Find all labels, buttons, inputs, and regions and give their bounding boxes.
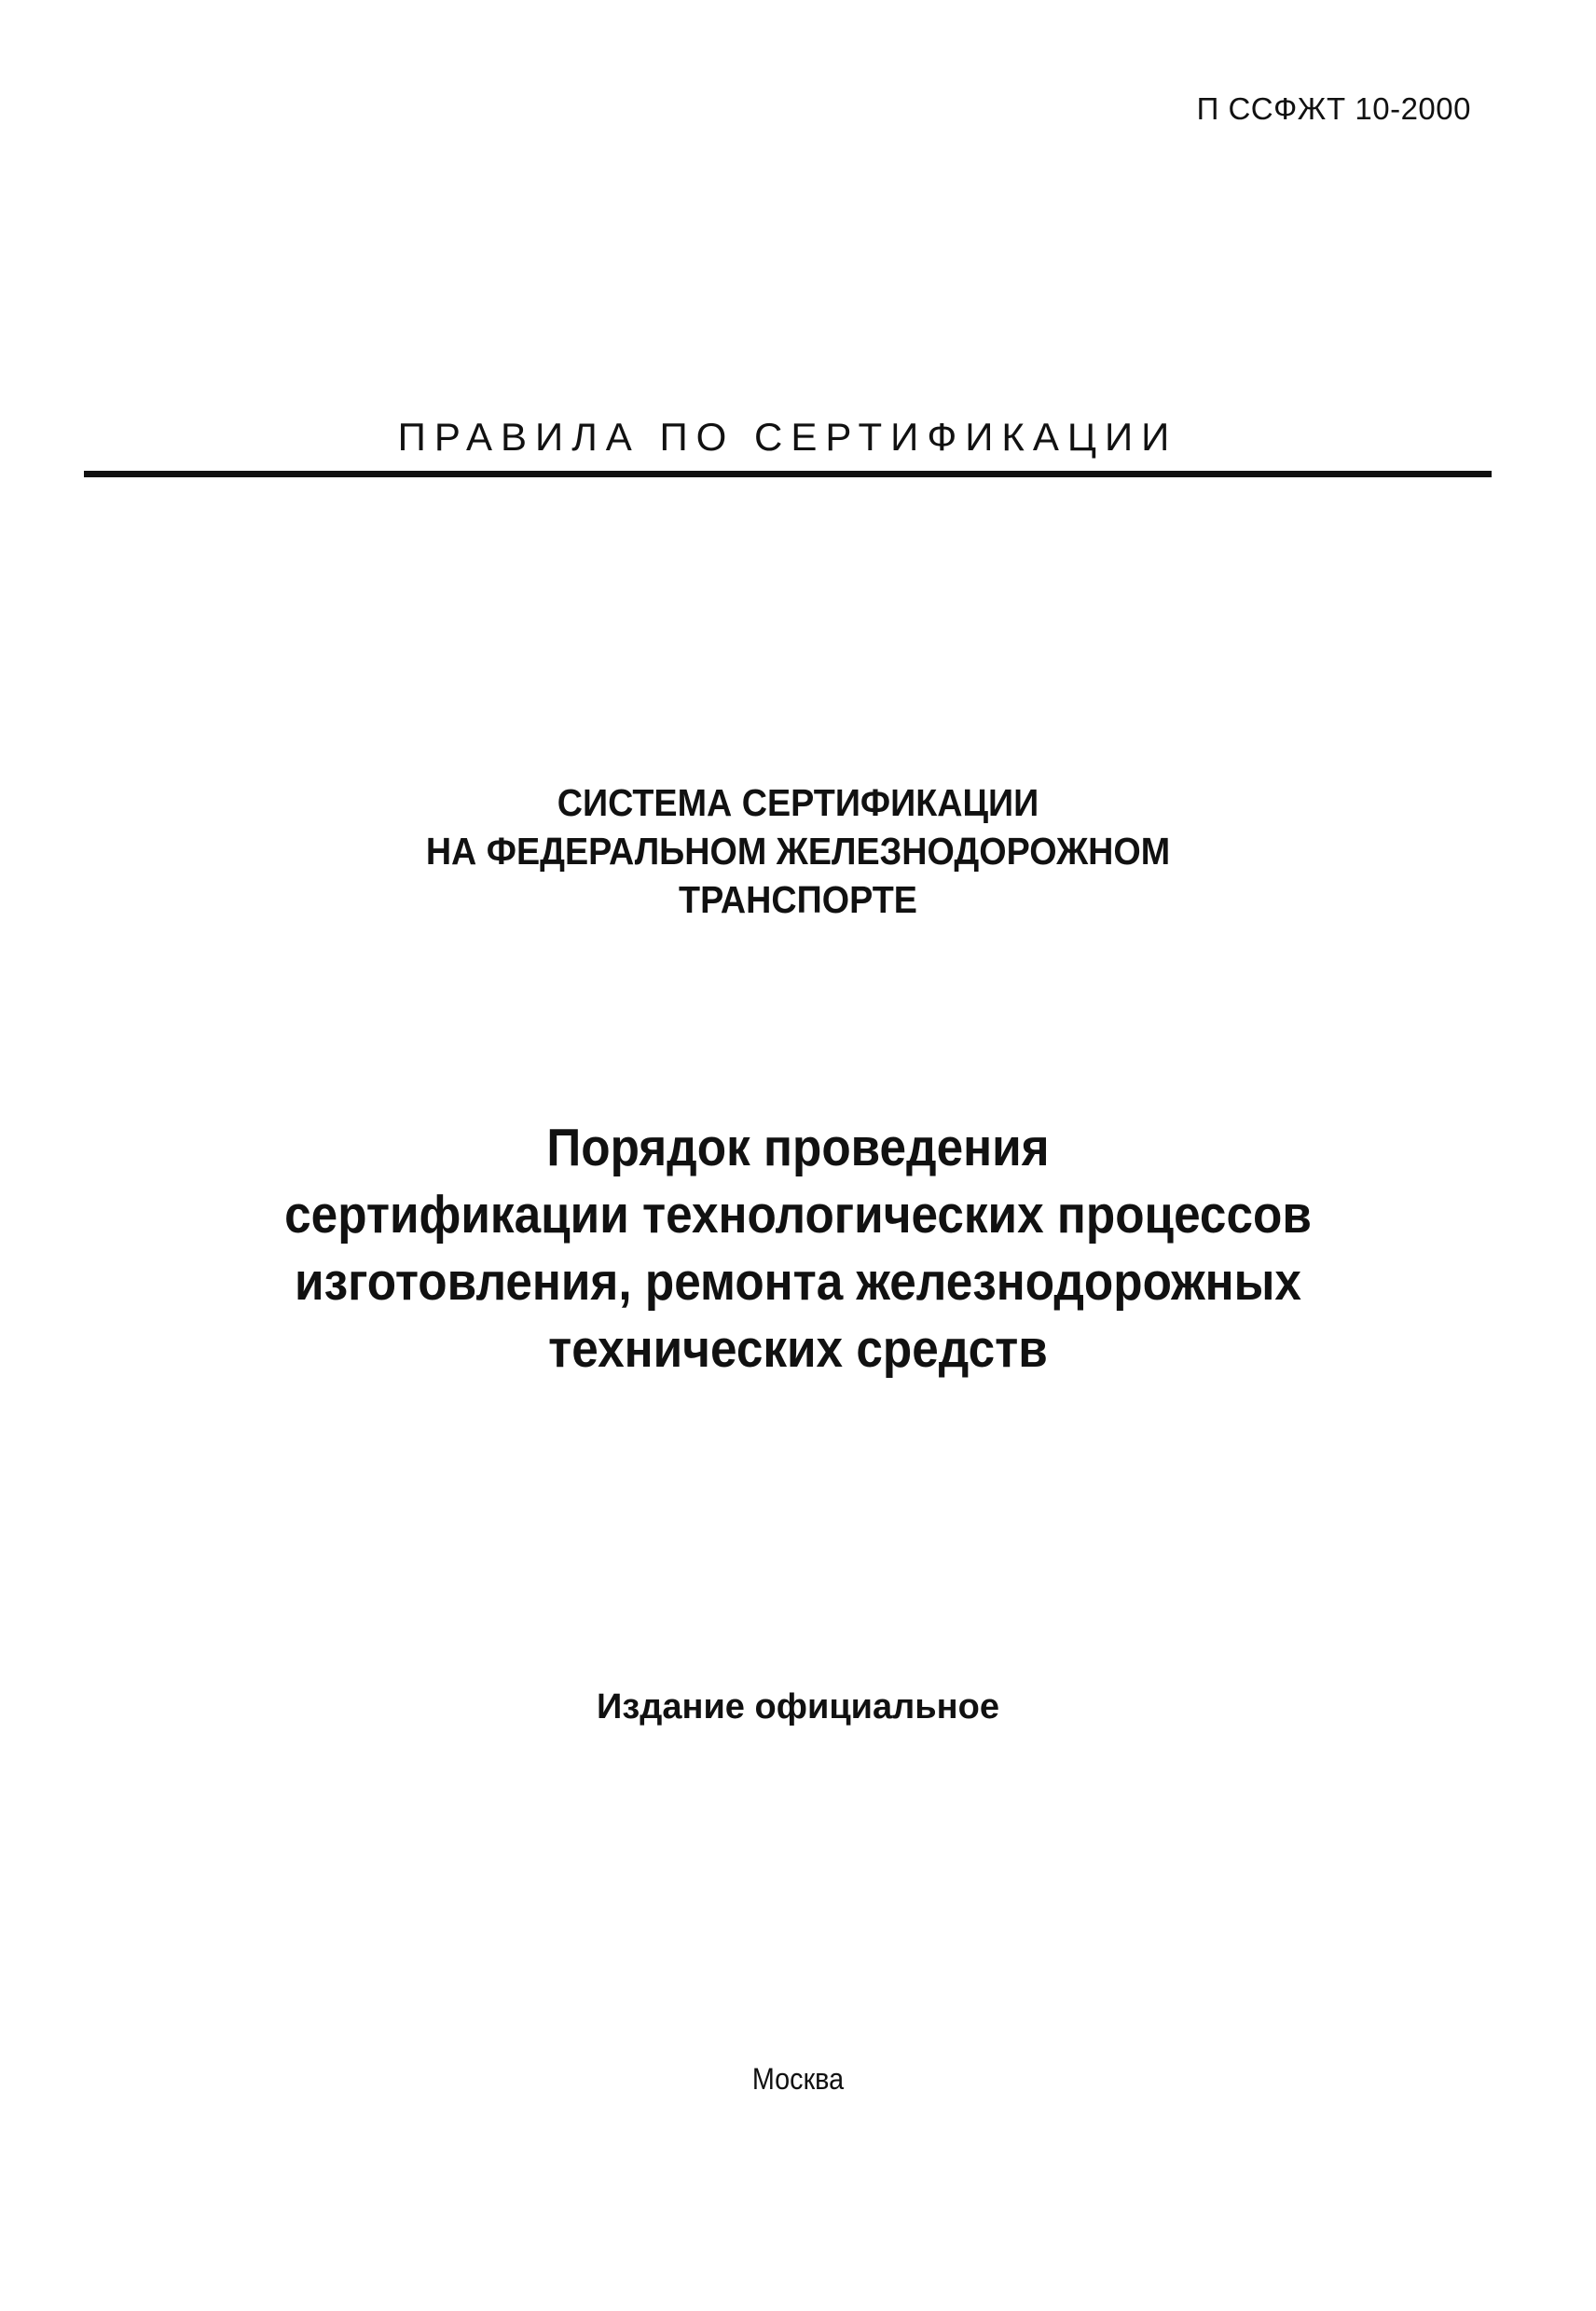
main-title: [80, 1114, 1517, 1382]
main-title-line: сертификации технологических процессов: [284, 1185, 1312, 1245]
system-title-line: СИСТЕМА СЕРТИФИКАЦИИ: [557, 781, 1039, 824]
main-title-line: Порядок проведения: [546, 1118, 1050, 1177]
system-title-line: НА ФЕДЕРАЛЬНОМ ЖЕЛЕЗНОДОРОЖНОМ: [425, 830, 1171, 873]
series-divider: [84, 471, 1492, 477]
series-header: [84, 415, 1492, 477]
system-title-line: ТРАНСПОРТЕ: [679, 878, 917, 921]
series-title: ПРАВИЛА ПО СЕРТИФИКАЦИИ: [397, 415, 1178, 459]
publication-city: Москва: [751, 2062, 845, 2096]
system-title: [63, 778, 1532, 924]
main-title-line: технических средств: [548, 1319, 1048, 1379]
document-code: П ССФЖТ 10-2000: [1196, 91, 1471, 126]
main-title-line: изготовления, ремонта железнодорожных: [295, 1252, 1301, 1312]
edition-label: Издание официальное: [597, 1687, 999, 1726]
